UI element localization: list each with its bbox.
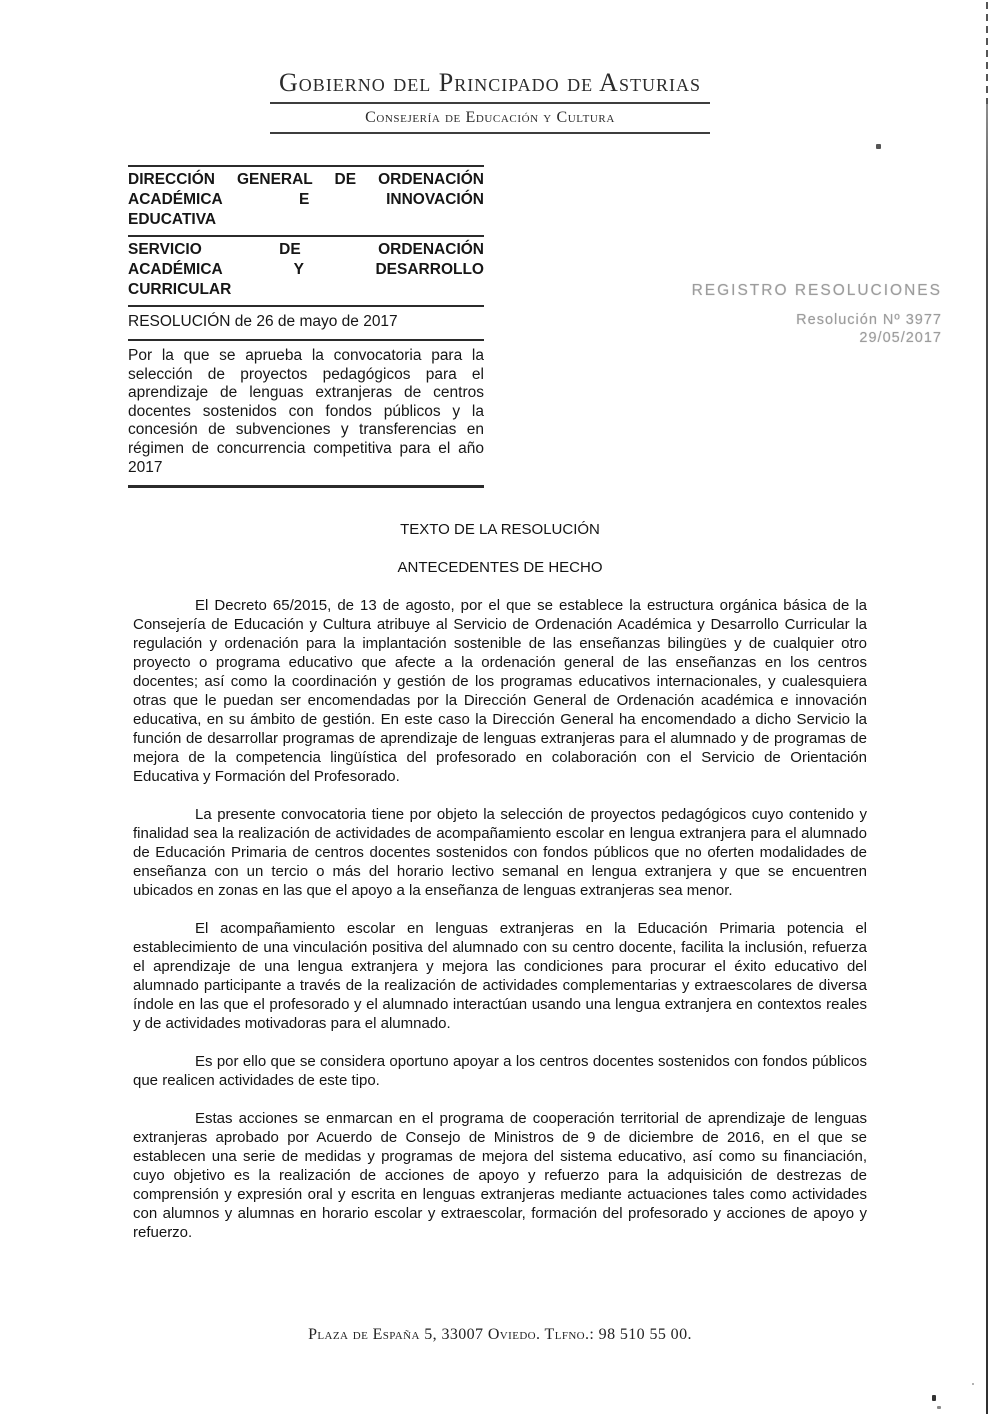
sender-block — [128, 165, 484, 488]
service-line: CURRICULAR — [128, 281, 232, 298]
stamp-date: 29/05/2017 — [859, 330, 942, 346]
scan-speck — [932, 1395, 936, 1401]
scan-speck — [876, 144, 881, 149]
direction-general-block — [128, 165, 484, 235]
registry-stamp — [642, 282, 942, 347]
section-heading-antecedentes: ANTECEDENTES DE HECHO — [397, 559, 603, 576]
stamp-title: REGISTRO RESOLUCIONES — [691, 282, 942, 299]
body-paragraph: La presente convocatoria tiene por objeto la selección de proyectos pedagógicos cuyo contenido y finalidad sea la realización de actividades de acompañamiento escolar en lengua extranjera para el alumnado de Educación Primaria de centros docentes sostenidos con fondos públicos que no oferten modalidades de enseñanza con un tercio o más del horario lectivo semanal en lengua extranjera y que se encuentren ubicados en zonas en las que el apoyo a la enseñanza de lenguas extranjeras sea menor. — [133, 806, 867, 899]
scan-speck — [937, 1406, 941, 1409]
resolution-summary: Por la que se aprueba la convocatoria para la selección de proyectos pedagógicos para el aprendizaje de lenguas extranjeras de centros docentes sostenidos con fondos públicos y la concesión de subvenciones y transferencias en régimen de concurrencia competitiva para el año 2017 — [128, 339, 484, 488]
resolution-date-line: RESOLUCIÓN de 26 de mayo de 2017 — [128, 305, 484, 339]
government-title: Gobierno del Principado de Asturias — [270, 66, 710, 104]
scan-artifact-line-top — [986, 2, 988, 106]
service-line: SERVICIO DE ORDENACIÓN — [128, 241, 484, 258]
direction-line: ACADÉMICA E INNOVACIÓN — [128, 191, 484, 208]
body-paragraph: Es por ello que se considera oportuno apoyar a los centros docentes sostenidos con fondos públicos que realicen actividades de este tipo. — [133, 1053, 867, 1089]
body-paragraph: El Decreto 65/2015, de 13 de agosto, por el que se establece la estructura orgánica básica de la Consejería de Educación y Cultura atribuye al Servicio de Ordenación Académica y Desarrollo Curricular la regulación y ordenación para la implantación sostenible de las enseñanzas bilingües y de cualquier otro proyecto o programa educativo que afecte a la ordenación general de las enseñanzas en los centros docentes; así como la coordinación y gestión de los programas educativos internacionales, y cualesquiera otras que le puedan ser encomendadas por la Dirección General de Ordenación académica e innovación educativa, en su ámbito de gestión. En este caso la Dirección General ha encomendado a dicho Servicio la función de desarrollar programas de aprendizaje de lenguas extranjeras para el alumnado y de programas de mejora de la competencia lingüística del profesorado en colaboración con el Servicio de Orientación Educativa y Formación del Profesorado. — [133, 597, 867, 785]
resolution-body — [133, 520, 867, 1261]
stamp-resolution-number: Resolución Nº 3977 — [796, 312, 942, 328]
body-paragraph: El acompañamiento escolar en lenguas extranjeras en la Educación Primaria potencia el establecimiento de una vinculación positiva del alumnado con su centro docente, facilita la inclusión, refuerza el aprendizaje de una lengua extranjera y mejora las condiciones para procurar el éxito educativo del alumnado participante a través de la realización de actividades complementarias y extraescolares de diversa índole en las que el profesorado y el alumnado interactúan usando una lengua extranjera en contextos reales y de actividades motivadoras para el alumnado. — [133, 920, 867, 1032]
body-paragraph: Estas acciones se enmarcan en el programa de cooperación territorial de aprendizaje de lenguas extranjeras aprobado por Acuerdo de Consejo de Ministros de 9 de diciembre de 2016, en el que se establecen una serie de medidas y programas de mejora del sistema educativo, así como su financiación, cuyo objetivo es la realización de acciones de apoyo y refuerzo para la adquisición de destrezas de comprensión y expresión oral y escrita en lenguas extranjeras mediante actuaciones tales como actividades con alumnos y alumnas en horario escolar y extraescolar, formación del profesorado y acciones de apoyo y refuerzo. — [133, 1110, 867, 1241]
department-subtitle: Consejería de Educación y Cultura — [270, 104, 710, 134]
section-heading-texto: TEXTO DE LA RESOLUCIÓN — [400, 521, 600, 538]
service-line: ACADÉMICA Y DESARROLLO — [128, 261, 484, 278]
footer-address: Plaza de España 5, 33007 Oviedo. Tlfno.: 98 510 55 00. — [308, 1326, 692, 1343]
scan-artifact-line — [986, 104, 988, 1414]
letterhead — [270, 66, 710, 134]
service-block — [128, 235, 484, 305]
direction-line: DIRECCIÓN GENERAL DE ORDENACIÓN — [128, 171, 484, 188]
direction-line: EDUCATIVA — [128, 211, 217, 228]
scan-speck — [972, 1383, 974, 1385]
